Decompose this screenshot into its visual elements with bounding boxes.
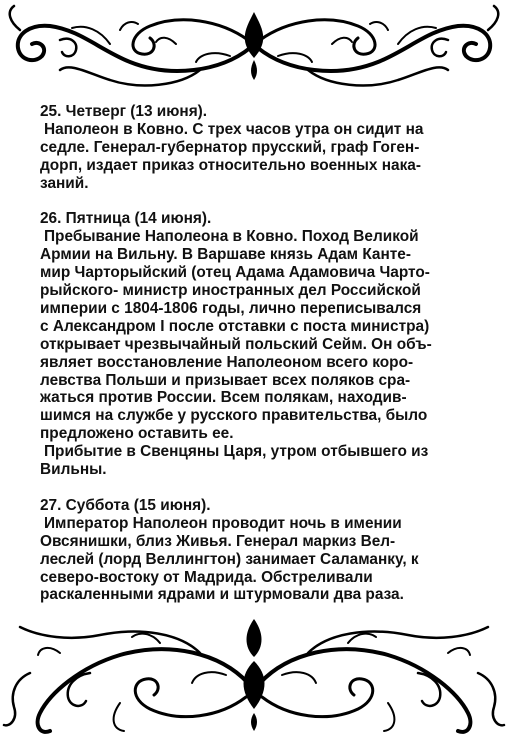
entry-26: [40, 210, 492, 479]
top-scroll-ornament: [0, 0, 508, 95]
entry-25: [40, 103, 492, 193]
entry-heading: 27. Суббота (15 июня).: [40, 496, 211, 514]
entry-27: [40, 497, 492, 604]
entry-paragraph: Император Наполеон проводит ночь в имении Овсянишки, близ Живья. Генерал маркиз Вел- леслей (лорд Веллингтон) занимает Саламанку, к северо-востоку от Мадрида. Обстреливали раскаленными ядрами и штурмовали два раза.: [40, 514, 419, 604]
entry-heading: 26. Пятница (14 июня).: [40, 210, 212, 228]
document-body: [40, 103, 492, 622]
entry-paragraph: Пребывание Наполеона в Ковно. Поход Великой Армии на Вильну. В Варшаве князь Адам Канте- мир Чарторыйский (отец Адама Адамовича Чарто- рыйского- министр иностранных дел Российской империи с 1804-1806 годы, лично переписывался с Александром I после отставки с поста министра) открывает чрезвычайный польский Сейм. Он объ- являет восстановление Наполеоном всего коро- левства Польши и призывает всех поляков сра- жаться против России. Всем полякам, находив- шимся на службе у русского правительства, было предложено оставить ее.: [40, 228, 432, 443]
entry-paragraph: Прибытие в Свенцяны Царя, утром отбывшего из Вильны.: [40, 443, 429, 479]
entry-paragraph: Наполеон в Ковно. С трех часов утра он сидит на седле. Генерал-губернатор прусский, граф Гоген- дорп, издает приказ относительно военных нака- заний.: [40, 120, 424, 192]
bottom-scroll-ornament: [0, 613, 508, 737]
entry-heading: 25. Четверг (13 июня).: [40, 103, 208, 120]
